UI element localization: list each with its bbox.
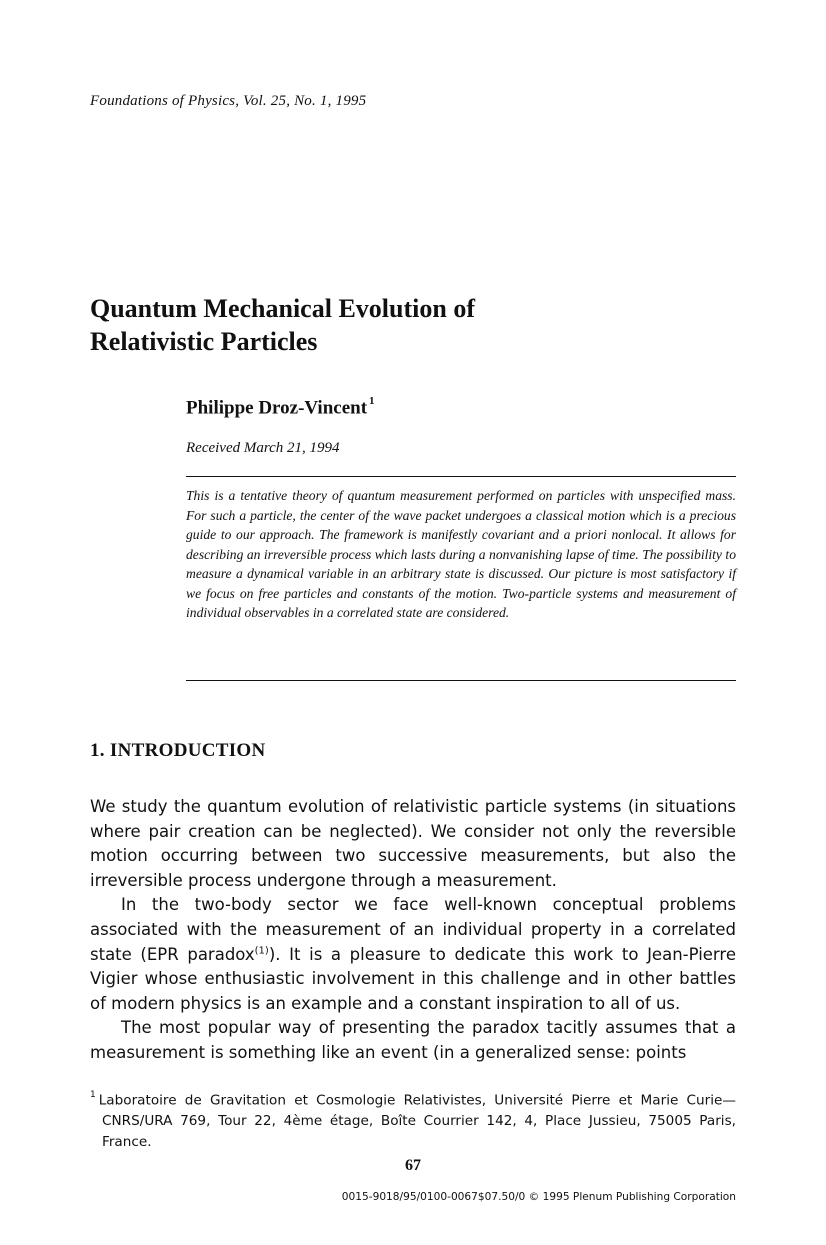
copyright-line: 0015-9018/95/0100-0067$07.50/0 © 1995 Plenum Publishing Corporation: [341, 1191, 736, 1203]
page-number: 67: [405, 1157, 421, 1174]
abstract: This is a tentative theory of quantum measurement performed on particles with unspecified mass. For such a particle, the center of the wave packet undergoes a classical motion which is a precious guide to our approach. The framework is manifestly covariant and a priori nonlocal. It allows for describing an irreversible process which lasts during a nonvanishing lapse of time. The possibility to measure a dynamical variable in an arbitrary state is discussed. Our picture is most satisfactory if we focus on free particles and constants of the motion. Two-particle systems and measurement of individual observables in a correlated state are considered.: [186, 488, 736, 620]
author-name: [186, 397, 375, 419]
received-date: Received March 21, 1994: [186, 440, 340, 456]
section-heading: 1. INTRODUCTION: [90, 740, 266, 761]
footnote-text: Laboratoire de Gravitation et Cosmologie Relativistes, Université Pierre et Marie Curie—CNRS/URA 769, Tour 22, 4ème étage, Boîte Courrier 142, 4, Place Jussieu, 75005 Paris, France.: [98, 1092, 736, 1150]
citation-ref: (1): [254, 945, 269, 957]
journal-citation: Foundations of Physics, Vol. 25, No. 1, 1995: [90, 93, 367, 109]
author-footnote-mark: 1: [369, 395, 375, 407]
author-text: Philippe Droz-Vincent: [186, 397, 368, 419]
paragraph-2-part-1: In the two-body sector we face well-known conceptual problems associated with the measurement of an individual property in a correlated state (EPR paradox: [90, 895, 736, 964]
article-title: [90, 292, 475, 358]
abstract-top-rule: [186, 476, 736, 477]
paragraph-2-part-2: ). It is a pleasure to dedicate this work to Jean-Pierre Vigier whose enthusiastic involvement in this challenge and in other battles of modern physics is an example and a constant inspiration to all of us.: [90, 944, 736, 1013]
title-line-2: Relativistic Particles: [90, 327, 318, 356]
footnote: [90, 1087, 736, 1152]
paragraph-3: The most popular way of presenting the paradox tacitly assumes that a measurement is something like an event (in a generalized sense: points: [90, 1018, 736, 1062]
footnote-mark: 1: [90, 1090, 96, 1100]
title-line-1: Quantum Mechanical Evolution of: [90, 294, 475, 323]
body-text: [90, 795, 736, 1066]
paragraph-2: [90, 893, 736, 1016]
paragraph-1: We study the quantum evolution of relativistic particle systems (in situations where pair creation can be neglected). We consider not only the reversible motion occurring between two successive measurements, but also the irreversible process undergone through a measurement.: [90, 797, 736, 890]
abstract-bottom-rule: [186, 680, 736, 681]
